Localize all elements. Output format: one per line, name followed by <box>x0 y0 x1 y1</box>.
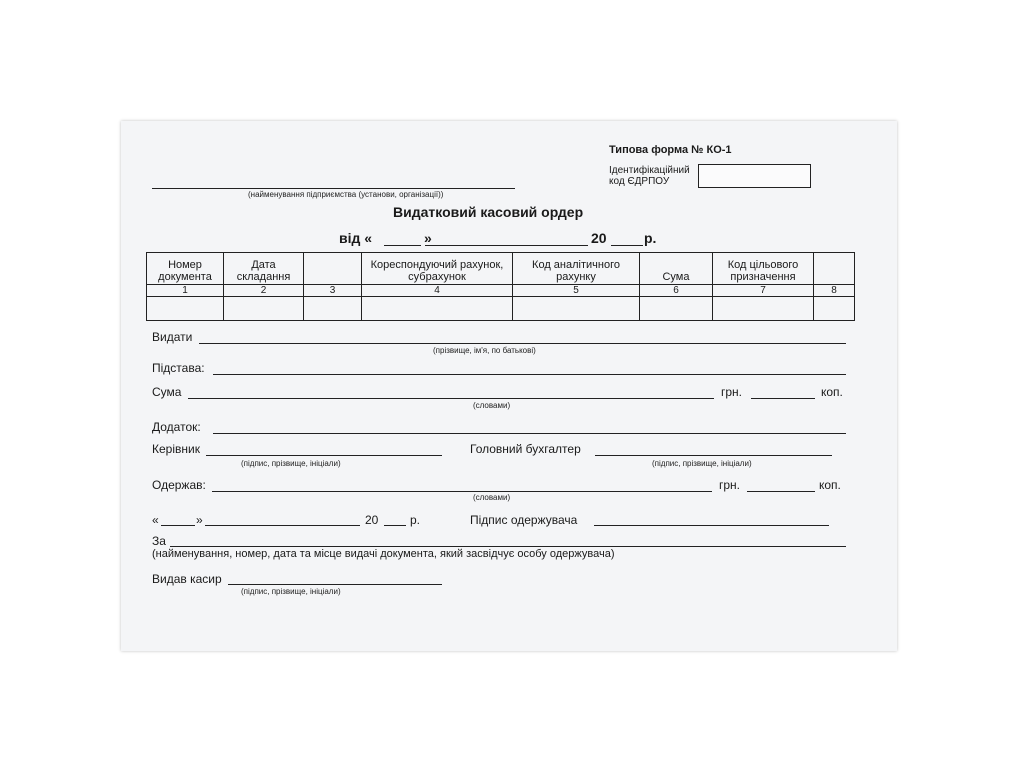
director-label: Керівник <box>152 442 200 456</box>
sum-words-line[interactable] <box>188 398 714 399</box>
header-col3 <box>304 253 362 285</box>
header-corr-account: Кореспондуючий рахунок, субрахунок <box>362 253 513 285</box>
ident-code-label-line2: код ЄДРПОУ <box>609 176 670 187</box>
cashier-signature-line[interactable] <box>228 584 442 585</box>
cell-sum[interactable] <box>640 297 713 321</box>
document-caption: (найменування, номер, дата та місце видачі документа, який засвідчує особу одержувача) <box>152 548 615 560</box>
sum-label: Сума <box>152 385 182 399</box>
issue-to-caption: (прізвище, ім'я, по батькові) <box>433 346 536 355</box>
basis-label: Підстава: <box>152 361 205 375</box>
attachment-line[interactable] <box>213 433 846 434</box>
cell-col3[interactable] <box>304 297 362 321</box>
cell-analytic-code[interactable] <box>513 297 640 321</box>
col-number-2: 2 <box>224 285 304 297</box>
chief-accountant-signature-line[interactable] <box>595 455 832 456</box>
director-signature-caption: (підпис, прізвище, ініціали) <box>241 459 341 468</box>
document-line[interactable] <box>170 546 846 547</box>
order-table <box>146 252 855 321</box>
received-date-day-line[interactable] <box>161 525 195 526</box>
received-date-close-quote: » <box>196 513 203 527</box>
date-year-line[interactable] <box>611 245 643 246</box>
date-year-suffix: р. <box>644 230 657 246</box>
sum-words-caption: (словами) <box>473 401 511 410</box>
cell-col8[interactable] <box>814 297 855 321</box>
header-date: Дата складання <box>224 253 304 285</box>
edrpou-code-box[interactable] <box>698 164 811 188</box>
sum-kop-line[interactable] <box>751 398 815 399</box>
recipient-signature-label: Підпис одержувача <box>470 513 578 527</box>
header-sum: Сума <box>640 253 713 285</box>
director-signature-line[interactable] <box>206 455 442 456</box>
table-value-row <box>147 297 855 321</box>
document-label: За <box>152 534 166 548</box>
col-number-6: 6 <box>640 285 713 297</box>
cashier-label: Видав касир <box>152 572 222 586</box>
attachment-label: Додаток: <box>152 420 201 434</box>
date-close-quote: » <box>424 230 432 246</box>
header-analytic-code: Код аналітичного рахунку <box>513 253 640 285</box>
chief-accountant-signature-caption: (підпис, прізвище, ініціали) <box>652 459 752 468</box>
form-title: Видатковий касовий ордер <box>393 204 584 220</box>
date-from-label: від « <box>339 230 373 246</box>
recipient-signature-line[interactable] <box>594 525 829 526</box>
sum-kop-label: коп. <box>821 385 843 399</box>
received-date-year-suffix: р. <box>410 513 421 527</box>
col-number-3: 3 <box>304 285 362 297</box>
cell-date[interactable] <box>224 297 304 321</box>
issue-to-label: Видати <box>152 330 193 344</box>
header-purpose-code: Код цільового призначення <box>713 253 814 285</box>
received-date-year-line[interactable] <box>384 525 406 526</box>
cell-corr-account[interactable] <box>362 297 513 321</box>
cell-doc-number[interactable] <box>147 297 224 321</box>
date-year-prefix: 20 <box>591 230 607 246</box>
form-type-label: Типова форма № КО-1 <box>609 144 732 156</box>
basis-line[interactable] <box>213 374 846 375</box>
received-words-caption: (словами) <box>473 493 511 502</box>
ident-code-label <box>609 165 690 187</box>
sum-uah-label: грн. <box>721 385 743 399</box>
received-uah-label: грн. <box>719 478 741 492</box>
received-kop-label: коп. <box>819 478 841 492</box>
received-date-open-quote: « <box>152 513 159 527</box>
cashier-signature-caption: (підпис, прізвище, ініціали) <box>241 587 341 596</box>
date-month-line[interactable] <box>425 245 588 246</box>
organization-caption: (найменування підприємства (установи, організації)) <box>248 190 444 199</box>
col-number-8: 8 <box>814 285 855 297</box>
date-day-line[interactable] <box>384 245 421 246</box>
cell-purpose-code[interactable] <box>713 297 814 321</box>
received-words-line[interactable] <box>212 491 712 492</box>
header-doc-number: Номер документа <box>147 253 224 285</box>
ident-code-label-line1: Ідентифікаційний <box>609 165 690 176</box>
received-date-year-prefix: 20 <box>365 513 379 527</box>
received-date-month-line[interactable] <box>205 525 360 526</box>
organization-line <box>152 188 515 189</box>
issue-to-line[interactable] <box>199 343 846 344</box>
col-number-4: 4 <box>362 285 513 297</box>
cash-order-form <box>121 121 897 651</box>
col-number-1: 1 <box>147 285 224 297</box>
received-label: Одержав: <box>152 478 206 492</box>
header-col8 <box>814 253 855 285</box>
received-kop-line[interactable] <box>747 491 815 492</box>
chief-accountant-label: Головний бухгалтер <box>470 442 581 456</box>
col-number-5: 5 <box>513 285 640 297</box>
col-number-7: 7 <box>713 285 814 297</box>
table-header-row <box>147 253 855 285</box>
table-number-row <box>147 285 855 297</box>
